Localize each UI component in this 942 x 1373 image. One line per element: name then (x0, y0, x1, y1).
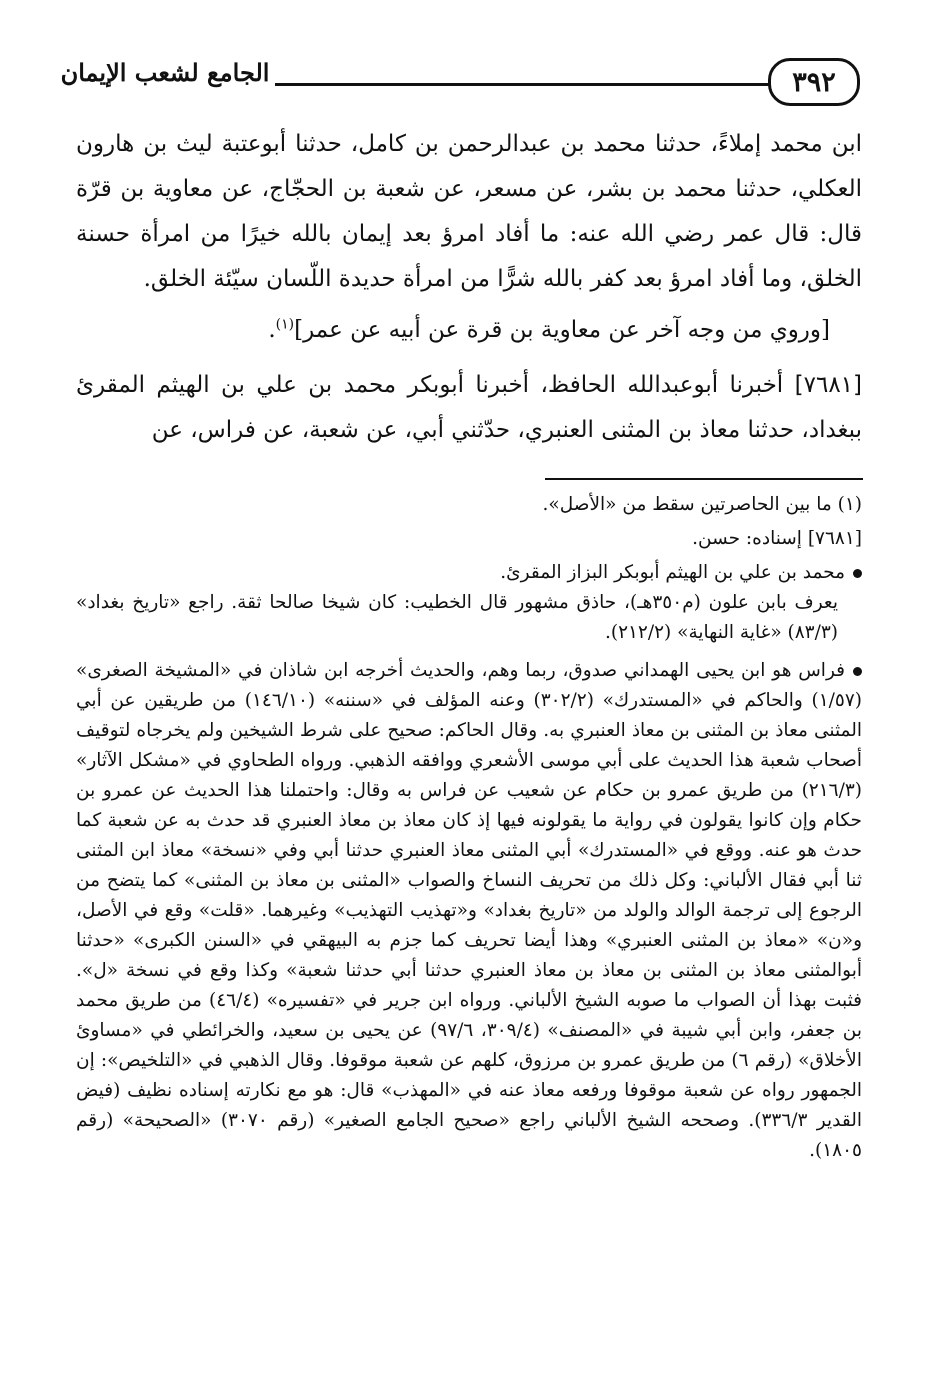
page-header (60, 48, 860, 108)
paragraph-2-text: [وروي من وجه آخر عن معاوية بن قرة عن أبيه عن عمر] (294, 317, 830, 343)
main-text (76, 122, 862, 453)
header-rule (275, 83, 770, 86)
paragraph-2 (76, 308, 862, 353)
footnote-ref: (١) (275, 316, 295, 333)
bullet-item-2-text: فراس هو ابن يحيى الهمداني صدوق، ربما وهم، والحديث أخرجه ابن شاذان في «المشيخة الصغرى» (١/٥٧) والحاكم في «المستدرك» (٣٠٢/٢) وعنه المؤلف في «سننه» (١٤٦/١٠) من طريقين عن أبي المثنى معاذ بن المثنى بن معاذ العنبري به. وقال الحاكم: صحيح على شرط الشيخين ولم يخرجاه لتوقيف أصحاب شعبة هذا الحديث على أبي موسى الأشعري ووافقه الذهبي. ورواه الطحاوي في «مشكل الآثار» (٢١٦/٣) من طريق عمرو بن حكام عن شعيب عن فراس به وقال: واحتملنا هذا الحديث عن عمرو بن حكام وإن كانوا يقولون في رواية ما يقولونه فيها إذ كان معاذ بن معاذ العنبري قد حدث به عن شعبة كما حدث هو عنه. ووقع في «المستدرك» أبي المثنى معاذ العنبري حدثنا أبي وفي «نسخة» معاذ ابن المثنى ثنا أبي فقال الألباني: وكل ذلك من تحريف النساخ والصواب «المثنى بن معاذ بن المثنى» كما يتضح من الرجوع إلى ترجمة الوالد والولد من «تاريخ بغداد» و«تهذيب التهذيب» وغيرهما. «قلت» وقع في الأصل، و«ن» «معاذ بن المثنى العنبري» وهذا أيضا تحريف كما جزم به البيهقي في «السنن الكبرى» «حدثنا أبوالمثنى معاذ بن المثنى بن معاذ بن معاذ العنبري حدثنا أبي حدثنا شعبة» وكذا وقع في نسخة «ل». فثبت بهذا أن الصواب ما صوبه الشيخ الألباني. ورواه ابن جرير في «تفسيره» (٤٦/٤) من طريق محمد بن جعفر، وابن أبي شيبة في «المصنف» (٣٠٩/٤، ٩٧/٦) عن يحيى بن سعيد، والخرائطي في «مساوئ الأخلاق» (رقم ٦) من طريق عمرو بن مرزوق، كلهم عن شعبة موقوفا. وقال الذهبي في «التلخيص»: إن الجمهور رواه عن شعبة موقوفا ورفعه معاذ عنه في «المهذب» قال: هو مع نكارته إسناده نظيف (فيض القدير ٣٣٦/٣). وصححه الشيخ الألباني راجع «صحيح الجامع الصغير» (رقم ٣٠٧٠) «الصحيحة» (رقم ١٨٠٥). (76, 660, 863, 1161)
bullet-item-1-body: يعرف بابن علون (م٣٥٠هـ)، حاذق مشهور قال الخطيب: كان شيخا صالحا ثقة. راجع «تاريخ بغداد» (٨٣/٣) «غاية النهاية» (٢١٢/٢). (76, 592, 838, 643)
bullet-icon (853, 667, 862, 676)
bullet-item-1-head: محمد بن علي بن الهيثم أبوبكر البزاز المقرئ. (500, 562, 845, 583)
page-number: ٣٩٢ (768, 58, 860, 106)
paragraph-3 (76, 363, 862, 453)
bullet-item-2 (76, 656, 862, 1166)
bullet-item-1 (76, 558, 862, 588)
footnote-divider (545, 478, 863, 480)
paragraph-1: ابن محمد إملاءً، حدثنا محمد بن عبدالرحمن بن كامل، حدثنا أبوعتبة ليث بن هارون العكلي، حدثنا محمد بن بشر، عن مسعر، عن شعبة بن الحجّاج، عن معاوية بن قرّة قال: قال عمر رضي الله عنه: ما أفاد امرؤ بعد إيمان بالله خيرًا من امرأة حسنة الخلق، وما أفاد امرؤ بعد كفر بالله شرًّا من امرأة حديدة اللّسان سيّئة الخلق. (76, 131, 862, 292)
isnad-grade: [٧٦٨١] إسناده: حسن. (692, 528, 862, 549)
footnotes (76, 490, 862, 1166)
paragraph-2-end: . (268, 317, 276, 343)
footnote-1: (١) ما بين الحاصرتين سقط من «الأصل». (542, 494, 862, 515)
bullet-icon (853, 569, 862, 578)
paragraph-3-text: أخبرنا أبوعبدالله الحافظ، أخبرنا أبوبكر محمد بن علي بن الهيثم المقرئ ببغداد، حدثنا معاذ بن المثنى العنبري، حدّثني أبي، عن شعبة، عن فراس، عن (76, 372, 862, 443)
hadith-number: [٧٦٨١] (794, 372, 863, 398)
running-title: الجامع لشعب الإيمان (60, 58, 270, 87)
